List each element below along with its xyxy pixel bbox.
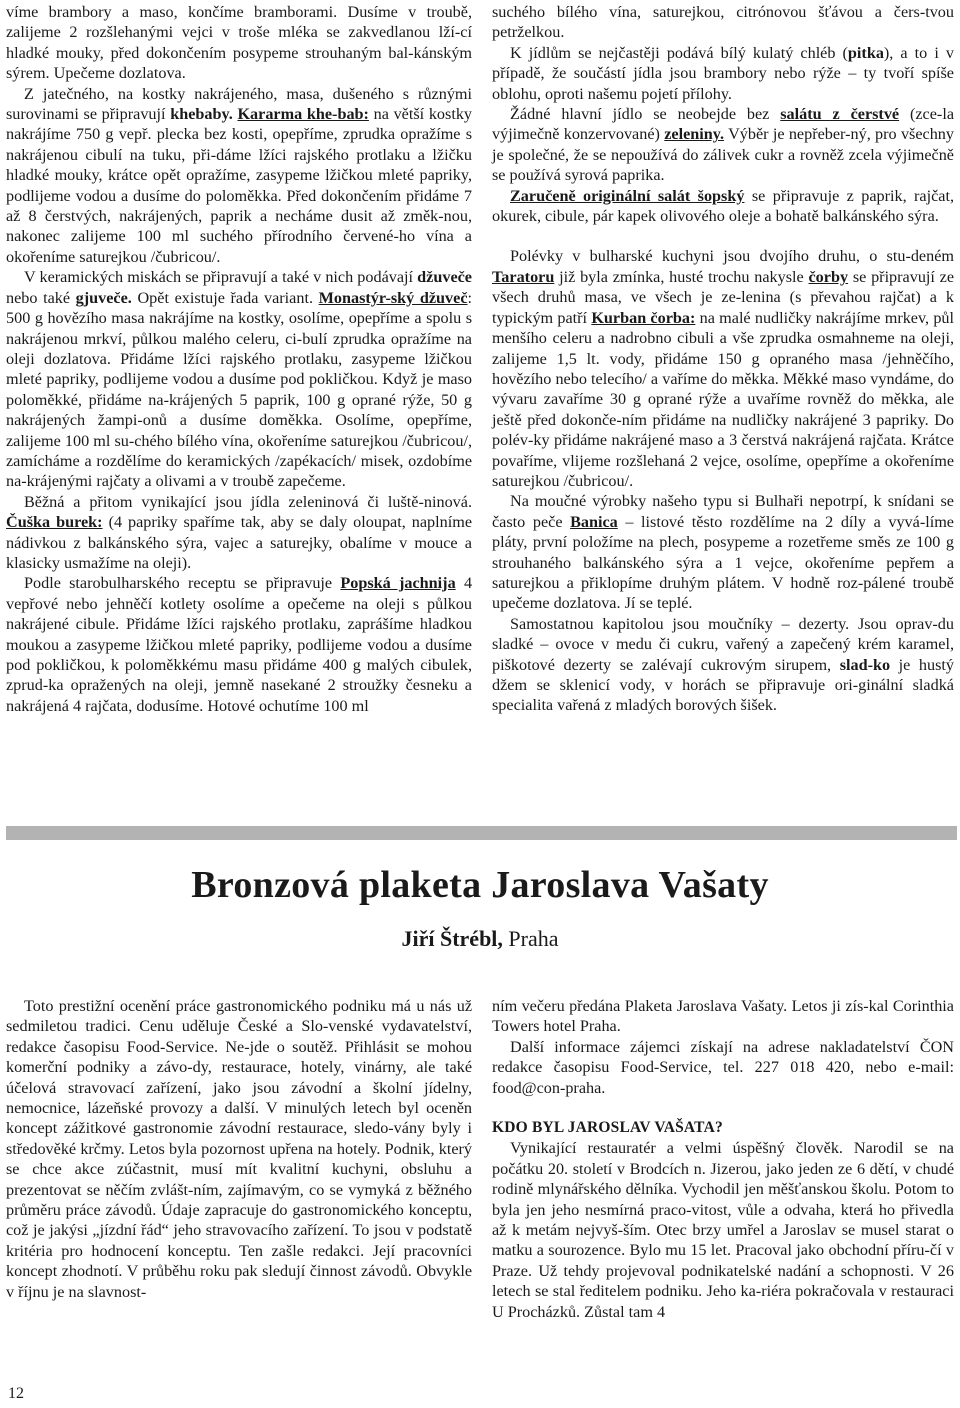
term-monastyrsky-dzuvec: Monastýr-ský džuveč: [318, 288, 468, 307]
top-left-column: [6, 2, 472, 716]
article-title: Bronzová plaketa Jaroslava Vašaty: [191, 864, 769, 906]
paragraph: Toto prestižní ocenění práce gastronomického podniku má u nás už sedmiletou tradici. Cenu uděluje České a Slo-venské vydavatelství, redakce časopisu Food-Service. Ne-jde o soutěž. Přihlásit se mohou komerční podniky a závo-dy, restaurace, hotely, vinárny, ale také účelová stravovací zařízení, jako jsou závodní a školní jídelny, nemocnice, lázeňské provozy a další. V minulých letech byl oceněn koncept zážitkové gastronomie závodní restaurace, sledo-vány byly i středověké krčmy. Letos byla pozornost upřena na hotely. Podnik, který se chce akce zúčastnit, musí mít kvalitní kuchyni, obsluhu a prezentovat se něčím zvlášt-ním, zajímavým, co se vymyká z běžného průměru práce závodů. Údaje zapracuje do gastronomického konceptu, což je jakýsi „jízdní řád“ jeho stravovacího zařízení. To jsou v podstatě kritéria pro hodnocení konceptu. Ten zašle redakci. Její pracovníci koncept zhodnotí. V průběhu roku pak sledují činnost závodů. Obvykle v říjnu je na slavnost-: [6, 997, 472, 1301]
term-salat-sopsky: Zaručeně originální salát šopský: [510, 186, 745, 205]
paragraph: Na moučné výrobky našeho typu si Bulhaři nepotrpí, k snídani se často peče Banica – listové těsto rozdělíme na 2 díly a vyvá-líme pláty, první položíme na plech, posypeme a rozetřeme směs ze 100 g strouhaného balkánského sýra a 1 vejce, okořeníme pepřem a saturejkou a přiklopíme druhým plátem. V hodně roz-pálené troubě upečeme dozlatova. Jí se teplé.: [492, 492, 954, 613]
page-number: 12: [8, 1385, 24, 1402]
term-kurban-corba: Kurban čorba:: [591, 308, 696, 327]
top-right-column: [492, 2, 954, 716]
term-dzuvece: džuveče: [417, 268, 472, 287]
paragraph: Z jatečného, na kostky nakrájeného, masa, dušeného s různými surovinami se připravují khebaby. Kararma khe-bab: na větší kostky nakrájíme 750 g vepř. plecka bez kosti, opepříme, zprudka opražíme s nakrájenou cibulí na tuku, při-dáme lžíci rajského protlaku a lžičku hladké mouky, krátce opět opražíme, zasypeme lžičkou mleté papriky, podlijeme vodou a dusíme do poloměkka. Před dokončením přidáme 7 až 8 čerstvých, nakrájených, paprik a necháme dusit až změk-nou, nakonec zalijeme 100 ml suchého přírodního červené-ho vína a okořeníme saturejkou /čubricou/.: [6, 84, 473, 266]
author-name: Jiří Štrébl,: [401, 926, 503, 951]
section-heading: KDO BYL JAROSLAV VAŠATA?: [492, 1119, 723, 1137]
author-city: Praha: [508, 926, 559, 951]
term-cuska-burek: Čuška burek:: [6, 513, 103, 532]
term-kararma-khebab: Kararma khe-bab:: [237, 105, 369, 124]
term-corby: čorby: [808, 267, 849, 286]
bottom-right-column: [492, 996, 954, 1322]
paragraph: ním večeru předána Plaketa Jaroslava Vašaty. Letos ji zís-kal Corinthia Towers hotel Praha.: [492, 997, 954, 1036]
term-taratoru: Taratoru: [492, 267, 555, 286]
paragraph: V keramických miskách se připravují a také v nich podávají džuveče nebo také gjuveče. Opět existuje řada variant. Monastýr-ský džuveč: 500 g hovězího masa nakrájíme na kostky, osolíme, opepříme a spolu s nakrájenou mrkví, půlkou malého celeru, ci-bulí zprudka opražíme na oleji dozlatova. Přidáme lžíci rajského protlaku, zasypeme lžičkou mleté papriky, podlijeme vodou a dusíme pod pokličkou. Když je maso poloměkké, přidáme na-krájených 5 paprik, 100 g oprané rýže, 50 g nakrájených žampi-onů a dusíme doměkka. Osolíme, opepříme, zalijeme 100 ml su-chého bílého vína, okořeníme saturejkou /čubricou/, zamícháme a rozdělíme do keramických /zapékacích/ misek, ozdobíme na-krájenými rajčaty a olivami a v troubě zapečeme.: [6, 268, 473, 491]
section-divider: [6, 826, 957, 840]
paragraph: Polévky v bulharské kuchyni jsou dvojího druhu, o stu-deném Taratoru již byla zmínka, husté trochu nakysle čorby se připravují ze všech druhů masa, ve všech je ze-lenina (s převahou rajčat) a k typickým patří Kurban čorba: na malé nudličky nakrájíme mrkev, půl menšího celeru a nadrobno cibuli a vše zprudka osmahneme na oleji, zalijeme 1,5 lt. vody, přidáme 150 g opraného masa /jehněčího, hovězího nebo telecího/ a vaříme do měkka. Měkké maso vyndáme, do vývaru zavaříme 30 g oprané rýže a uvaříme rovněž do měkka, ale ještě před dokonče-ním přidáme na nudličky nakrájené 3 papriky. Do polév-ky přidáme nakrájené maso a 3 čerstvá nakrájená rajčata. Krátce povaříme, vlijeme rozšlehaná 2 vejce, osolíme, opepříme a okořeníme saturejkou /čubricou/.: [492, 247, 955, 490]
term-zeleniny: zeleniny.: [664, 125, 725, 144]
term-khebaby: khebaby.: [170, 105, 233, 124]
byline: [0, 924, 960, 954]
paragraph: Běžná a přitom vynikající jsou jídla zeleninová či luště-ninová. Čuška burek: (4 papriky spaříme tak, aby se daly oloupat, naplníme nádivkou z balkánského sýra, vajec a saturejky, obalíme v mouce a klasicky usmažíme na oleji).: [6, 492, 473, 572]
paragraph: suchého bílého vína, saturejkou, citrónovou šťávou a čers-tvou petrželkou.: [492, 3, 954, 42]
paragraph: Žádné hlavní jídlo se neobejde bez salátu z čerstvé (zce-la výjimečně konzervované) zeleniny. Výběr je nepřeber-ný, pro všechny je společné, že se nepoužívá do zálivek cukr a rovněž zcela výjimečně se používá syrová paprika.: [492, 105, 955, 185]
term-pitka: pitka: [847, 43, 884, 62]
bottom-left-column: [6, 996, 472, 1302]
paragraph: K jídlům se nejčastěji podává bílý kulatý chléb (pitka), a to i v případě, že součástí jídla jsou brambory nebo rýže – ty tvoří spíše oblohu, oproti našemu pojetí přílohy.: [492, 43, 954, 103]
term-banica: Banica: [570, 512, 618, 531]
term-popska-jachnija: Popská jachnija: [340, 574, 456, 593]
paragraph: Zaručeně originální salát šopský se připravuje z paprik, rajčat, okurek, cibule, pár kapek olivového oleje a bohatě balkánského sýra.: [492, 186, 955, 226]
term-sladko: slad-ko: [839, 655, 891, 674]
paragraph: Další informace zájemci získají na adrese nakladatelství ČON redakce časopisu Food-Service, tel. 227 018 420, nebo e-mail: food@con-praha.: [492, 1037, 954, 1097]
paragraph: Podle starobulharského receptu se připravuje Popská jachnija 4 vepřové nebo jehněčí kotlety osolíme a opečeme na oleji s půlkou nakrájené cibule. Přidáme lžíci rajského protlaku, zaprášíme hladkou moukou a zasypeme lžičkou mleté papriky, podlijeme vodou a dusíme pod pokličkou, k poloměkkému masu přidáme 400 g malých cibulek, zprud-ka opražených na oleji, jemně nasekané 2 stroužky česneku a nakrájená 4 rajčata, dodusíme. Hotové ochutíme 100 ml: [6, 574, 473, 715]
paragraph: víme brambory a maso, končíme bramborami. Dusíme v troubě, zalijeme 2 rozšlehanými vejci v troše mléka se zakvedlanou lží-cí hladké mouky, před dokončením posypeme strouhaným bal-kánským sýrem. Upečeme dozlatova.: [6, 3, 472, 83]
paragraph: Samostatnou kapitolou jsou moučníky – dezerty. Jsou oprav-du sladké – ovoce v medu či cukru, vařený a zapečený krém karamel, piškotové dezerty se zalévají cukrovým sirupem, slad-ko je hustý džem se sklenicí vody, v horách se připravuje ori-ginální sladká specialita vařená z mladých borových šišek.: [492, 614, 954, 715]
term-salat: salátu z čerstvé: [780, 105, 900, 124]
term-gjuvece: gjuveče.: [75, 288, 132, 307]
paragraph: Vynikající restauratér a velmi úspěšný člověk. Narodil se na počátku 20. století v Brodcích n. Jizerou, jako jeden ze 6 dětí, v chudé rodině mlynářského dělníka. Vychodil jen měšťanskou školu. Potom to byla jen jeho nesmírná praco-vitost, vůle a odvaha, která ho přivedla až k metám nejvyš-ším. Otec brzy umřel a Jaroslav se musel starat o matku a sourozence. Bylo mu 15 let. Pracoval jako obchodní příru-čí v Praze. Už tehdy projevoval podnikatelské nadání a schopnosti. V 26 letech se stal ředitelem podniku. Jeho ka-riéra pokračovala v restauraci U Procházků. Zůstal tam 4: [492, 1139, 954, 1321]
